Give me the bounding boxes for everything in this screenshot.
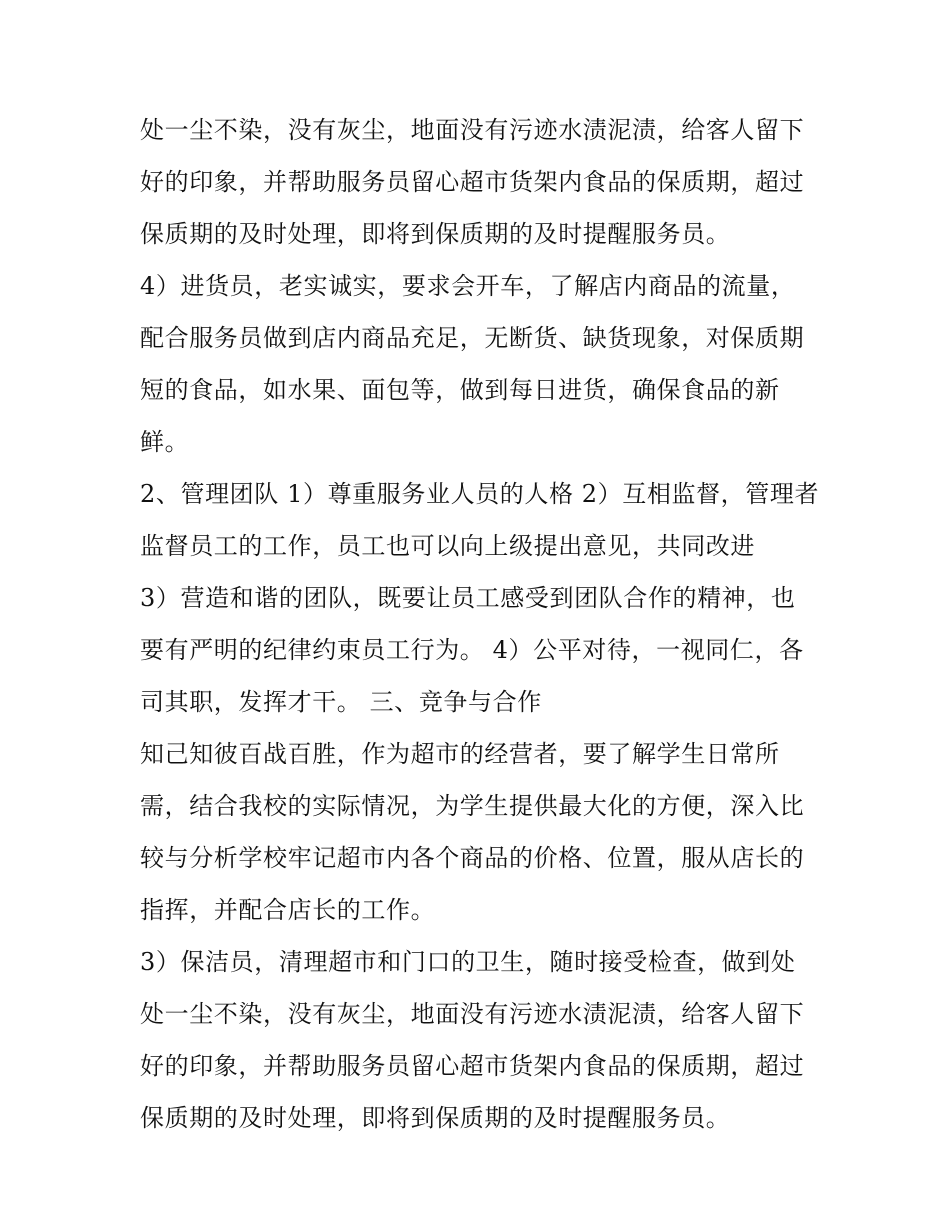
text-line: 4）进货员，老实诚实，要求会开车，了解店内商品的流量， (140, 272, 796, 300)
text-line: 处一尘不染，没有灰尘，地面没有污迹水渍泥渍，给客人留下 (140, 116, 805, 144)
text-line: 保质期的及时处理，即将到保质期的及时提醒服务员。 (140, 220, 731, 248)
text-line: 好的印象，并帮助服务员留心超市货架内食品的保质期，超过 (140, 168, 805, 196)
text-line: 2、管理团队 1）尊重服务业人员的人格 2）互相监督，管理者 (140, 480, 820, 508)
text-line: 较与分析学校牢记超市内各个商品的价格、位置，服从店长的 (140, 844, 805, 872)
text-line: 要有严明的纪律约束员工行为。 4）公平对待，一视同仁，各 (140, 636, 804, 664)
text-line: 监督员工的工作，员工也可以向上级提出意见，共同改进 (140, 532, 755, 560)
text-line: 需，结合我校的实际情况，为学生提供最大化的方便，深入比 (140, 792, 805, 820)
text-line: 好的印象，并帮助服务员留心超市货架内食品的保质期，超过 (140, 1052, 805, 1080)
text-line: 配合服务员做到店内商品充足，无断货、缺货现象，对保质期 (140, 324, 805, 352)
text-line: 短的食品，如水果、面包等，做到每日进货，确保食品的新 (140, 376, 780, 404)
text-line: 鲜。 (140, 428, 190, 456)
document-body (140, 104, 820, 1144)
text-line: 3）保洁员，清理超市和门口的卫生，随时接受检查，做到处 (140, 948, 796, 976)
text-line: 知己知彼百战百胜，作为超市的经营者，要了解学生日常所 (140, 740, 780, 768)
text-line: 指挥，并配合店长的工作。 (140, 896, 436, 924)
text-line: 处一尘不染，没有灰尘，地面没有污迹水渍泥渍，给客人留下 (140, 1000, 805, 1028)
text-line: 3）营造和谐的团队，既要让员工感受到团队合作的精神，也 (140, 584, 796, 612)
text-line: 保质期的及时处理，即将到保质期的及时提醒服务员。 (140, 1104, 731, 1132)
text-line: 司其职，发挥才干。 三、竞争与合作 (140, 688, 542, 716)
